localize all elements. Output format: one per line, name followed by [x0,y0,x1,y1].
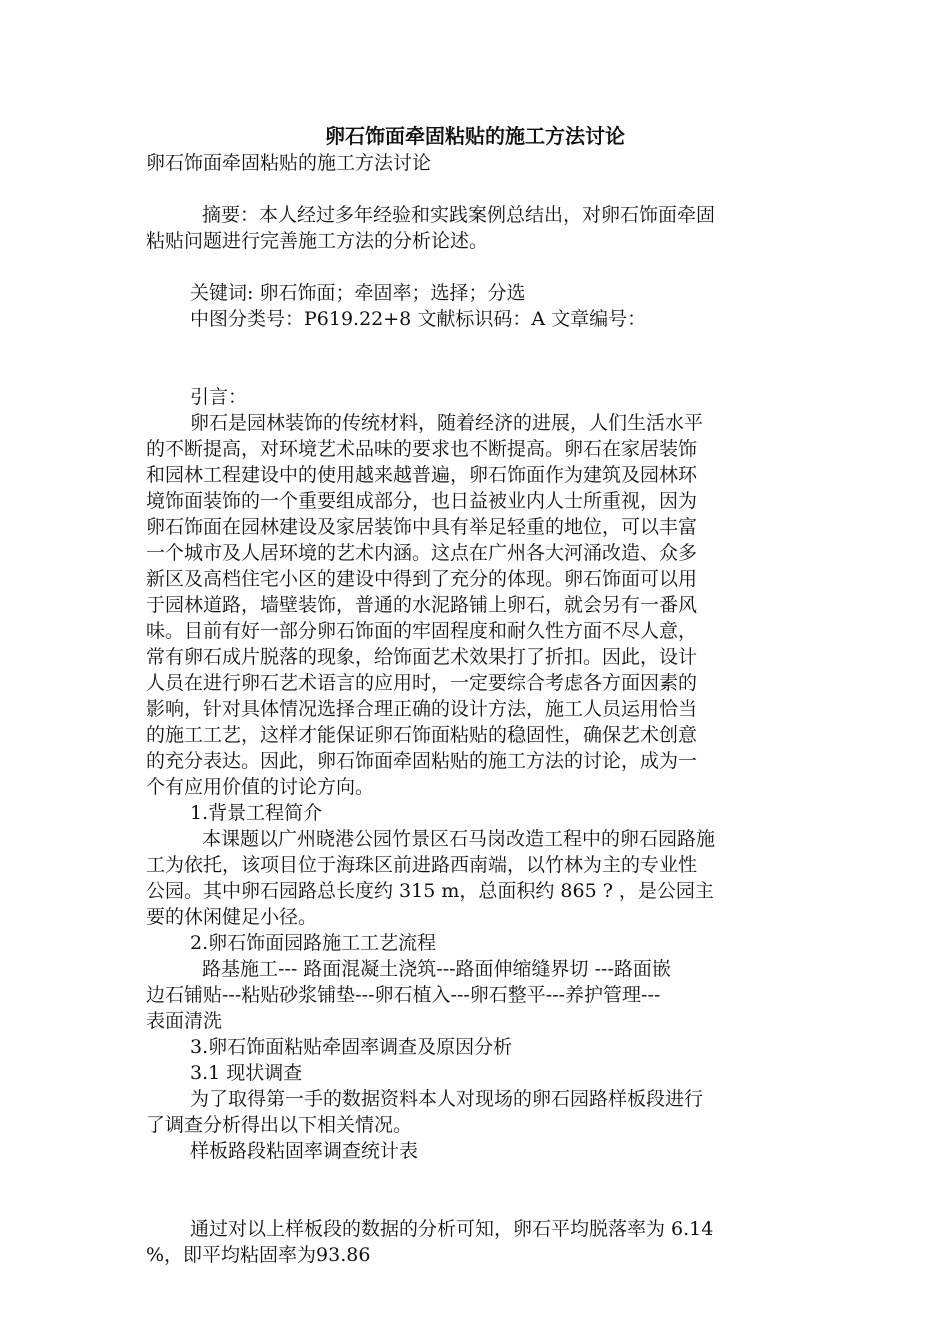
intro-line: 一个城市及人居环境的艺术内涵。这点在广州各大河涌改造、众多 [146,542,698,564]
intro-line: 常有卵石成片脱落的现象，给饰面艺术效果打了折扣。因此，设计 [146,646,698,668]
section1-line: 工为依托，该项目位于海珠区前进路西南端，以竹林为主的专业性 [146,854,698,876]
intro-line: 人员在进行卵石艺术语言的应用时，一定要综合考虑各方面因素的 [146,672,698,694]
intro-line: 影响，针对具体情况选择合理正确的设计方法，施工人员运用恰当 [146,698,698,720]
intro-line: 境饰面装饰的一个重要组成部分，也日益被业内人士所重视，因为 [146,490,698,512]
section2-line: 路基施工--- 路面混凝土浇筑---路面伸缩缝界切 ---路面嵌 [202,958,671,980]
intro-heading: 引言： [190,386,248,408]
intro-line: 味。目前有好一部分卵石饰面的牢固程度和耐久性方面不尽人意， [146,620,698,642]
document-body [146,150,806,1268]
abstract-line: 摘要：本人经过多年经验和实践案例总结出，对卵石饰面牵固 [202,204,716,226]
conclusion-line: 通过对以上样板段的数据的分析可知，卵石平均脱落率为 6.14 [190,1218,714,1240]
section31-line: 为了取得第一手的数据资料本人对现场的卵石园路样板段进行 [190,1088,704,1110]
section2-line: 表面清洗 [146,1010,223,1032]
intro-line: 新区及高档住宅小区的建设中得到了充分的体现。卵石饰面可以用 [146,568,698,590]
intro-line: 于园林道路，墙壁装饰，普通的水泥路铺上卵石，就会另有一番风 [146,594,698,616]
section1-heading: 1.背景工程简介 [190,802,323,824]
intro-line: 的施工工艺，这样才能保证卵石饰面粘贴的稳固性，确保艺术创意 [146,724,698,746]
classification-line: 中图分类号：P619.22+8 文献标识码：A 文章编号： [190,308,647,330]
conclusion-line: %，即平均粘固率为93.86 [146,1244,371,1266]
table-caption: 样板路段粘固率调查统计表 [190,1140,419,1162]
section1-line: 公园。其中卵石园路总长度约 315 m，总面积约 865 ? ，是公园主 [146,880,714,902]
section31-line: 了调查分析得出以下相关情况。 [146,1114,413,1136]
intro-line: 个有应用价值的讨论方向。 [146,776,375,798]
intro-line: 卵石是园林装饰的传统材料，随着经济的进展，人们生活水平 [190,412,704,434]
section31-heading: 3.1 现状调查 [190,1062,303,1084]
section2-heading: 2.卵石饰面园路施工工艺流程 [190,932,437,954]
intro-line: 卵石饰面在园林建设及家居装饰中具有举足轻重的地位，可以丰富 [146,516,698,538]
section1-line: 要的休闲健足小径。 [146,906,318,928]
intro-line: 的不断提高，对环境艺术品味的要求也不断提高。卵石在家居装饰 [146,438,698,460]
intro-line: 的充分表达。因此，卵石饰面牵固粘贴的施工方法的讨论，成为一 [146,750,698,772]
document-title: 卵石饰面牵固粘贴的施工方法讨论 [325,124,625,148]
section2-line: 边石铺贴---粘贴砂浆铺垫---卵石植入---卵石整平---养护管理--- [146,984,661,1006]
keywords-line: 关键词: 卵石饰面；牵固率；选择；分选 [190,282,526,304]
abstract-line: 粘贴问题进行完善施工方法的分析论述。 [146,230,489,252]
intro-line: 和园林工程建设中的使用越来越普遍，卵石饰面作为建筑及园林环 [146,464,698,486]
document-subtitle: 卵石饰面牵固粘贴的施工方法讨论 [146,152,432,174]
section3-heading: 3.卵石饰面粘贴牵固率调查及原因分析 [190,1036,513,1058]
section1-line: 本课题以广州晓港公园竹景区石马岗改造工程中的卵石园路施 [202,828,716,850]
